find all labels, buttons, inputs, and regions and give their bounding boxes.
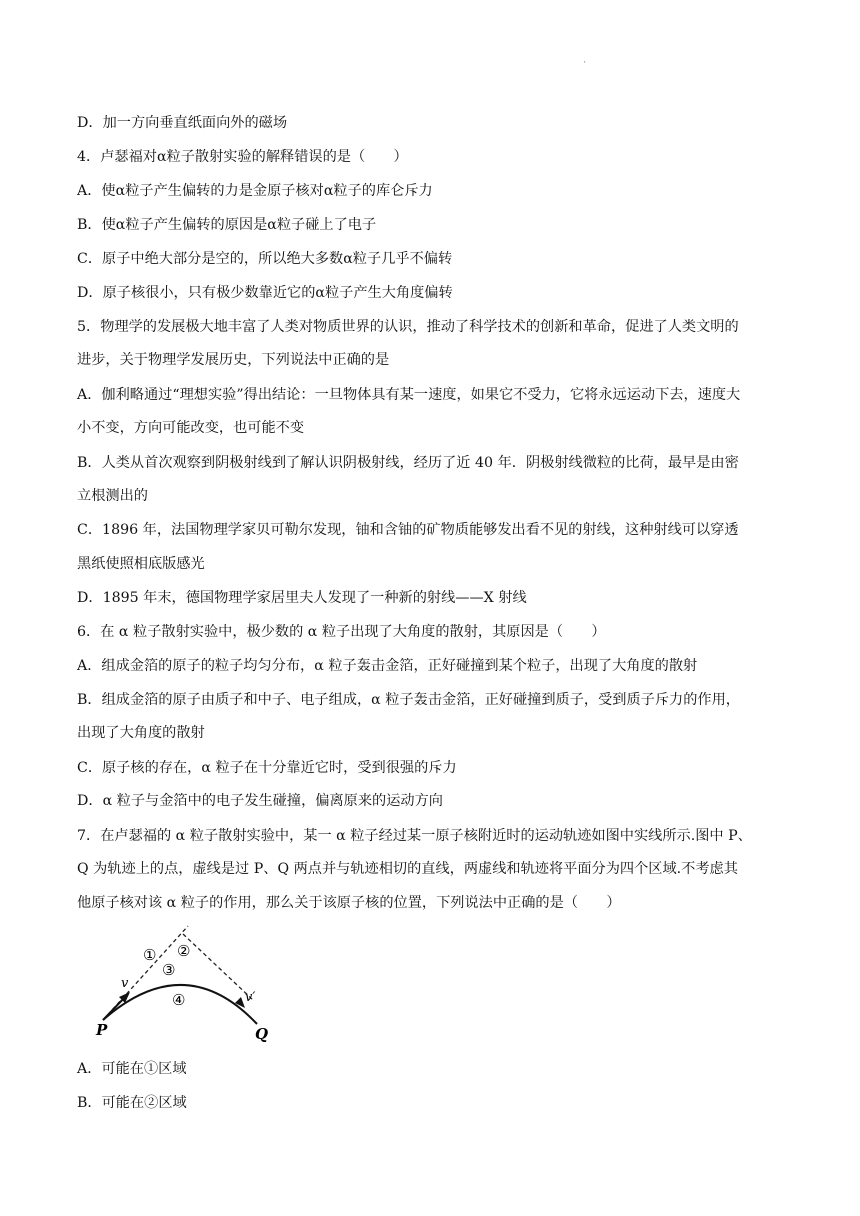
velocity-v-prime-label: v′ xyxy=(245,990,256,1005)
point-p-label: P xyxy=(96,1021,108,1039)
q6-option-d: D．α 粒子与金箔中的电子发生碰撞，偏离原来的运动方向 xyxy=(77,793,443,809)
q5-stem-line1: 5．物理学的发展极大地丰富了人类对物质世界的认识，推动了科学技术的创新和革命，促进了人类文明的 xyxy=(77,319,739,335)
point-q-label: Q xyxy=(255,1025,269,1042)
q6-option-a: A．组成金箔的原子的粒子均匀分布，α 粒子轰击金箔，正好碰撞到某个粒子，出现了大角度的散射 xyxy=(77,658,698,674)
q7-stem-line3: 他原子核对该 α 粒子的作用，那么关于该原子核的位置，下列说法中正确的是（ ） xyxy=(77,895,621,911)
q5-option-c-line2: 黑纸使照相底版感光 xyxy=(77,556,205,572)
q5-option-d: D．1895 年末，德国物理学家居里夫人发现了一种新的射线——X 射线 xyxy=(77,590,527,606)
q7-stem-line1: 7．在卢瑟福的 α 粒子散射实验中，某一 α 粒子经过某一原子核附近时的运动轨迹如图中实线所示.图中 P、 xyxy=(77,828,752,844)
q7-option-a: A．可能在①区域 xyxy=(77,1061,187,1077)
trajectory-diagram xyxy=(95,920,275,1042)
page-mark: ' xyxy=(584,60,586,69)
q7-stem-line2: Q 为轨迹上的点，虚线是过 P、Q 两点并与轨迹相切的直线，两虚线和轨迹将平面分为四个区域.不考虑其 xyxy=(77,861,738,877)
q6-option-b-line2: 出现了大角度的散射 xyxy=(77,725,205,741)
q4-option-c: C．原子中绝大部分是空的，所以绝大多数α粒子几乎不偏转 xyxy=(77,251,453,267)
q6-option-b-line1: B．组成金箔的原子由质子和中子、电子组成，α 粒子轰击金箔，正好碰撞到质子，受到质子斥力的作用， xyxy=(77,692,740,708)
q7-option-b: B．可能在②区域 xyxy=(77,1095,187,1111)
q6-stem: 6．在 α 粒子散射实验中，极少数的 α 粒子出现了大角度的散射，其原因是（ ） xyxy=(77,624,606,640)
scattering-trajectory-figure xyxy=(95,920,275,1042)
q4-option-a: A．使α粒子产生偏转的力是金原子核对α粒子的库仑斥力 xyxy=(77,183,433,199)
region-4-label: ④ xyxy=(172,991,186,1009)
q4-stem: 4．卢瑟福对α粒子散射实验的解释错误的是（ ） xyxy=(77,149,408,165)
q4-option-b: B．使α粒子产生偏转的原因是α粒子碰上了电子 xyxy=(77,217,377,233)
q5-stem-line2: 进步，关于物理学发展历史，下列说法中正确的是 xyxy=(77,352,390,368)
velocity-v-label: v xyxy=(121,976,129,991)
region-3-label: ③ xyxy=(162,961,176,979)
q5-option-a-line1: A．伽利略通过“理想实验”得出结论：一旦物体具有某一速度，如果它不受力，它将永远运动下去，速度大 xyxy=(77,387,741,403)
q5-option-b-line2: 立根测出的 xyxy=(77,488,148,504)
q5-option-a-line2: 小不变，方向可能改变，也可能不变 xyxy=(77,420,305,436)
q5-option-b-line1: B．人类从首次观察到阴极射线到了解认识阴极射线，经历了近 40 年．阴极射线微粒的比荷，最早是由密 xyxy=(77,455,739,471)
tangent-line-q xyxy=(183,934,253,1000)
region-2-label: ② xyxy=(177,942,191,960)
region-1-label: ① xyxy=(143,946,157,964)
q6-option-c: C．原子核的存在，α 粒子在十分靠近它时，受到很强的斥力 xyxy=(77,760,457,776)
q4-option-d: D．原子核很小，只有极少数靠近它的α粒子产生大角度偏转 xyxy=(77,285,453,301)
q3-option-d: D．加一方向垂直纸面向外的磁场 xyxy=(77,115,288,131)
q5-option-c-line1: C．1896 年，法国物理学家贝可勒尔发现，铀和含铀的矿物质能够发出看不见的射线，这种射线可以穿透 xyxy=(77,522,739,538)
